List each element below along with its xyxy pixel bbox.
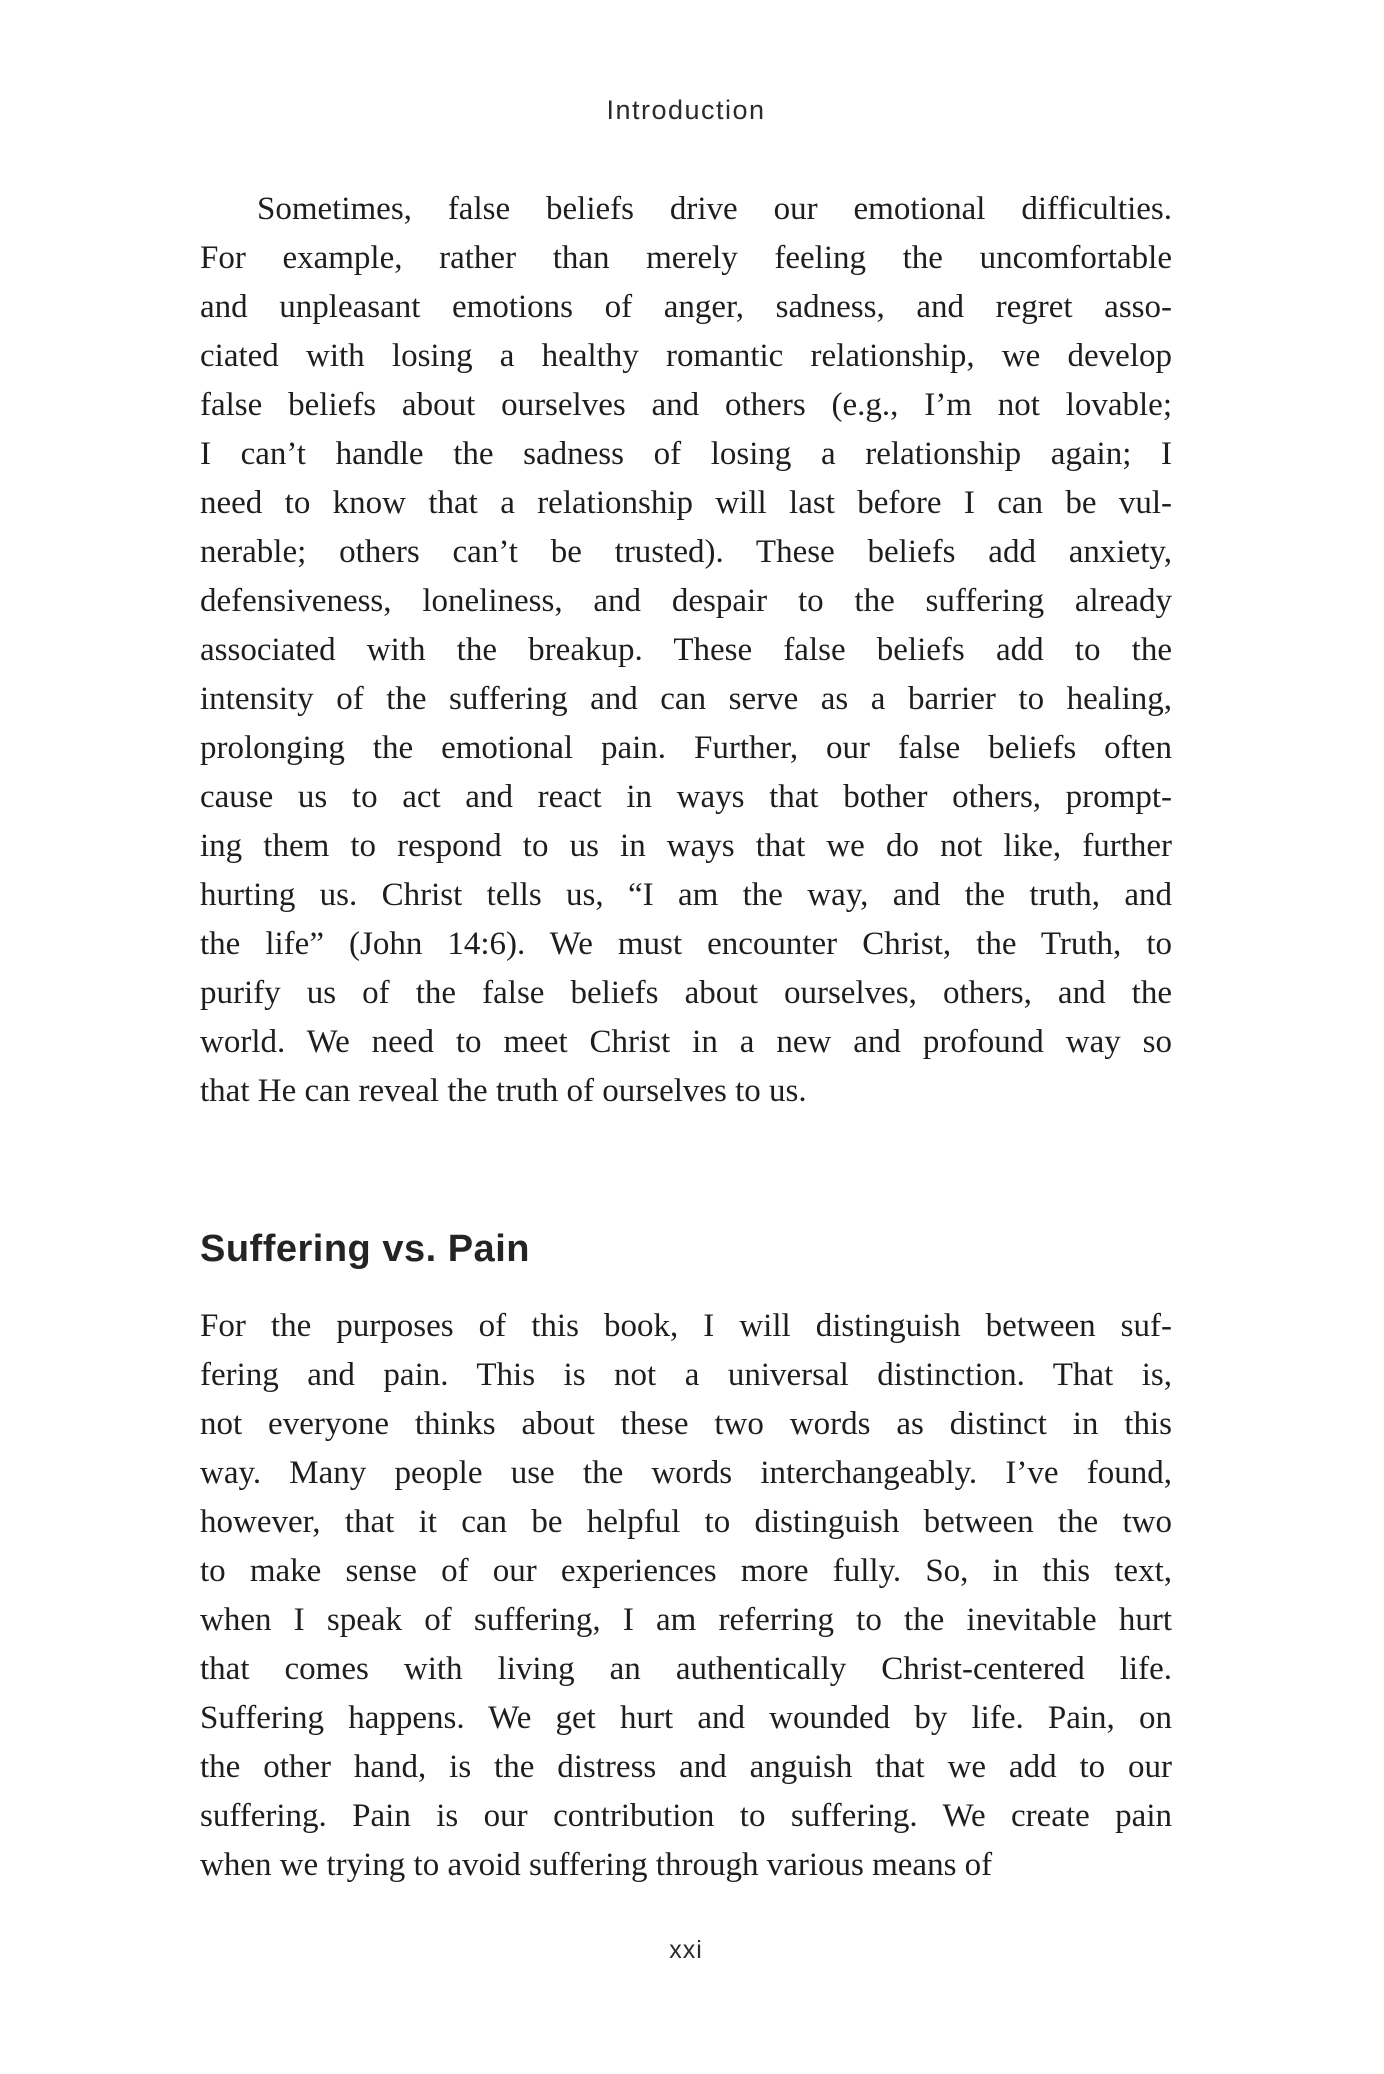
text-line: cause us to act and react in ways that bother others, prompt-	[200, 779, 1172, 815]
text-line: prolonging the emotional pain. Further, our false beliefs often	[200, 730, 1172, 766]
section-heading: Suffering vs. Pain	[200, 1228, 530, 1270]
page-number: xxi	[669, 1936, 703, 1964]
text-line: intensity of the suffering and can serve as a barrier to healing,	[200, 681, 1172, 717]
text-line: fering and pain. This is not a universal distinction. That is,	[200, 1357, 1172, 1393]
text-line: nerable; others can’t be trusted). These beliefs add anxiety,	[200, 534, 1172, 570]
text-line: way. Many people use the words interchangeably. I’ve found,	[200, 1455, 1172, 1491]
text-line: associated with the breakup. These false beliefs add to the	[200, 632, 1172, 668]
text-line: Suffering happens. We get hurt and wounded by life. Pain, on	[200, 1700, 1172, 1736]
text-line: false beliefs about ourselves and others (e.g., I’m not lovable;	[200, 387, 1172, 423]
running-head: Introduction	[606, 95, 766, 125]
paragraph-suffering-vs-pain	[200, 1302, 1172, 1890]
text-line: when I speak of suffering, I am referring to the inevitable hurt	[200, 1602, 1172, 1638]
text-line: For example, rather than merely feeling the uncomfortable	[200, 240, 1172, 276]
text-line: defensiveness, loneliness, and despair to the suffering already	[200, 583, 1172, 619]
text-line: that He can reveal the truth of ourselves to us.	[200, 1073, 807, 1109]
text-line: and unpleasant emotions of anger, sadness, and regret asso-	[200, 289, 1172, 325]
text-line: purify us of the false beliefs about ourselves, others, and the	[200, 975, 1172, 1011]
text-line: world. We need to meet Christ in a new and profound way so	[200, 1024, 1172, 1060]
text-line: when we trying to avoid suffering through various means of	[200, 1847, 993, 1883]
text-line: Sometimes, false beliefs drive our emotional difficulties.	[257, 191, 1172, 227]
paragraph-intro	[200, 185, 1172, 1116]
text-line: need to know that a relationship will last before I can be vul-	[200, 485, 1172, 521]
text-line: not everyone thinks about these two words as distinct in this	[200, 1406, 1172, 1442]
text-line: the other hand, is the distress and anguish that we add to our	[200, 1749, 1172, 1785]
text-line: For the purposes of this book, I will distinguish between suf-	[200, 1308, 1172, 1344]
text-line: the life” (John 14:6). We must encounter Christ, the Truth, to	[200, 926, 1172, 962]
text-line: ciated with losing a healthy romantic relationship, we develop	[200, 338, 1172, 374]
text-line: ing them to respond to us in ways that we do not like, further	[200, 828, 1172, 864]
text-line: suffering. Pain is our contribution to suffering. We create pain	[200, 1798, 1172, 1834]
text-line: I can’t handle the sadness of losing a relationship again; I	[200, 436, 1172, 472]
text-line: however, that it can be helpful to distinguish between the two	[200, 1504, 1172, 1540]
text-line: hurting us. Christ tells us, “I am the way, and the truth, and	[200, 877, 1172, 913]
text-line: to make sense of our experiences more fully. So, in this text,	[200, 1553, 1172, 1589]
text-line: that comes with living an authentically Christ-centered life.	[200, 1651, 1172, 1687]
